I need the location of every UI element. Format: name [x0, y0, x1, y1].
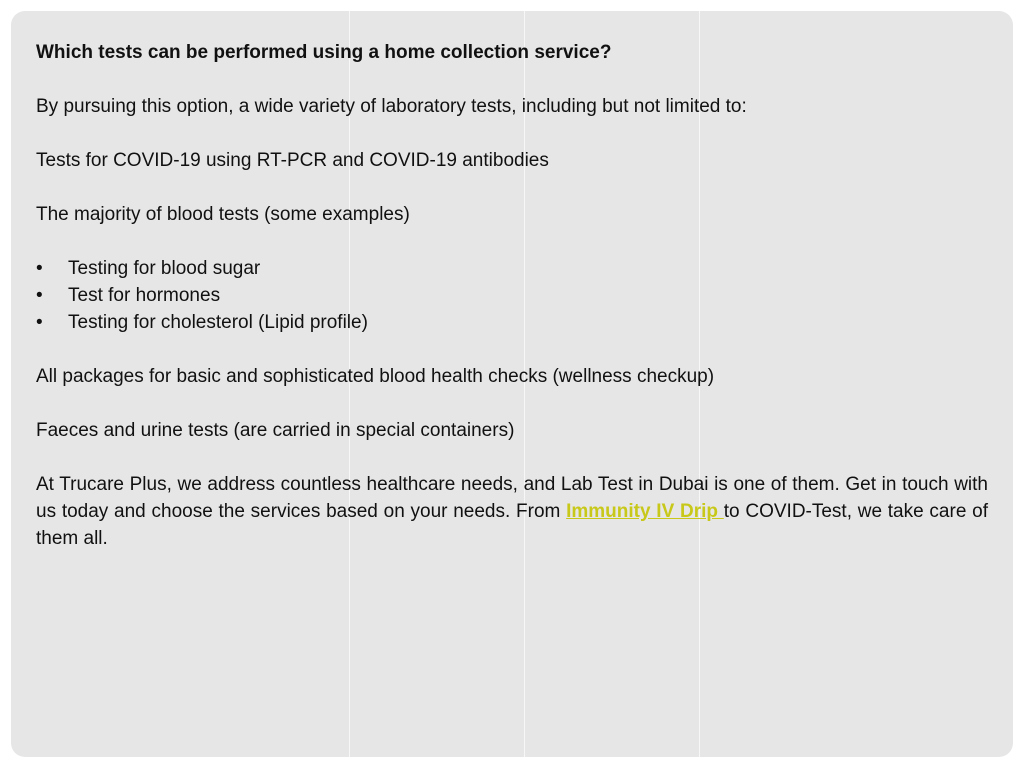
list-item: [36, 255, 988, 282]
slide-content: [36, 39, 988, 579]
intro-paragraph: By pursuing this option, a wide variety of laboratory tests, including but not limited to:: [36, 96, 747, 117]
slide-heading: Which tests can be performed using a home collection service?: [36, 42, 612, 63]
list-item-text: Testing for blood sugar: [68, 258, 261, 279]
blood-tests-intro: The majority of blood tests (some examples): [36, 204, 410, 225]
list-item-text: Testing for cholesterol (Lipid profile): [68, 312, 368, 333]
closing-text-after: to COVID-Test, we take care of them all.: [36, 501, 988, 549]
closing-text-before: At Trucare Plus, we address countless healthcare needs, and Lab Test in Dubai is one of them. Get in touch with us today and choose the services based on your needs. From: [36, 474, 988, 522]
slide: [11, 11, 1013, 757]
immunity-iv-drip-link[interactable]: Immunity IV Drip: [566, 501, 724, 522]
list-item: [36, 309, 988, 336]
bullet-icon: •: [36, 312, 43, 333]
packages-paragraph: All packages for basic and sophisticated blood health checks (wellness checkup): [36, 366, 715, 387]
list-item-text: Test for hormones: [68, 285, 221, 306]
closing-paragraph: [36, 471, 988, 552]
blood-tests-list: [36, 255, 988, 336]
covid-tests-paragraph: Tests for COVID-19 using RT-PCR and COVID-19 antibodies: [36, 150, 549, 171]
list-item: [36, 282, 988, 309]
faeces-paragraph: Faeces and urine tests (are carried in special containers): [36, 420, 515, 441]
bullet-icon: •: [36, 285, 43, 306]
bullet-icon: •: [36, 258, 43, 279]
